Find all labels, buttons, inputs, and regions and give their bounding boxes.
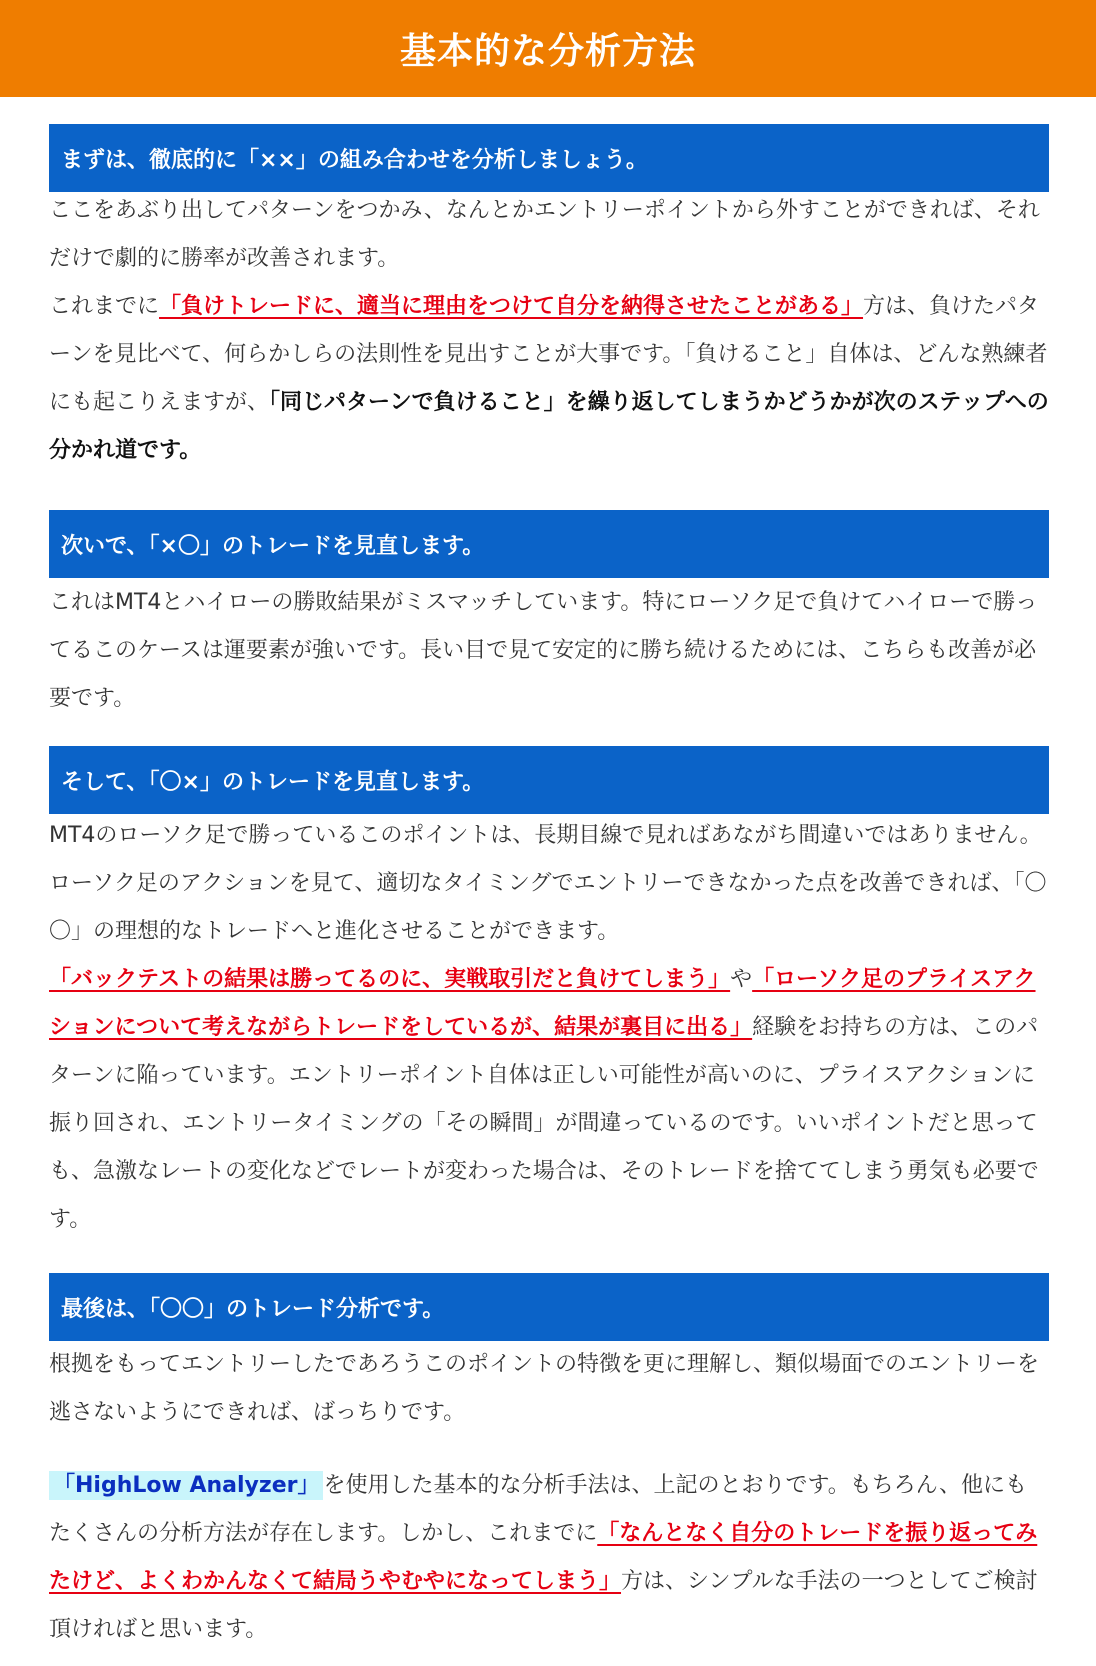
section-heading-review-ox: そして、「〇×」のトレードを見直します。 [49,746,1049,814]
link-price-action-backfires[interactable]: 「ローソク足のプライスアクションについて考えながらトレードをしているが、結果が裏目に出る」 [49,967,1036,1040]
section-3-paragraph-2 [49,956,1049,1244]
section-1-text-mid: 方は、負けたパターンを見比べて、何らかしらの法則性を見出すことが大事です。「負けること」自体は、どんな熟練者にも起こりえますが、 [49,294,1048,415]
link-vague-trade-review[interactable]: 「なんとなく自分のトレードを振り返ってみたけど、よくわかんなくて結局うやむやになってしまう」 [49,1521,1038,1594]
section-3-text-after: 経験をお持ちの方は、このパターンに陥っています。エントリーポイント自体は正しい可能性が高いのに、プライスアクションに振り回され、エントリータイミングの「その瞬間」が間違っているのです。いいポイントだと思っても、急激なレートの変化などでレートが変わった場合は、そのトレードを捨ててしまう勇気も必要です。 [49,1015,1039,1232]
page-banner [0,0,1096,97]
section-1-text-before: これまでに [49,294,160,319]
highlow-analyzer-link[interactable]: 「HighLow Analyzer」 [49,1471,323,1500]
section-heading-analyze-oo: 最後は、「〇〇」のトレード分析です。 [49,1273,1049,1341]
section-4-paragraph-1: 根拠をもってエントリーしたであろうこのポイントの特徴を更に理解し、類似場面でのエントリーを逃さないようにできれば、ばっちりです。 [49,1352,1040,1425]
closing-text-1: を使用した基本的な分析手法は、上記のとおりです。もちろん、他にもたくさんの分析方法が存在します。しかし、これまでに [49,1473,1028,1546]
closing-paragraph [49,1462,1049,1654]
section-3-text-mid: や [730,967,753,992]
link-backtest-wins-live-loses[interactable]: 「バックテストの結果は勝ってるのに、実戦取引だと負けてしまう」 [49,967,731,992]
section-heading-review-xo: 次いで、「×〇」のトレードを見直します。 [49,510,1049,578]
section-1-paragraph-2 [49,283,1049,475]
section-3-paragraph-1: MT4のローソク足で勝っているこのポイントは、長期目線で見ればあながち間違いではありません。ローソク足のアクションを見て、適切なタイミングでエントリーできなかった点を改善できれば、「〇〇」の理想的なトレードへと進化させることができます。 [49,823,1047,944]
link-losing-trade-excuse[interactable]: 「負けトレードに、適当に理由をつけて自分を納得させたことがある」 [159,294,864,319]
section-heading-analyze-xx: まずは、徹底的に「××」の組み合わせを分析しましょう。 [49,124,1049,192]
section-2-paragraph-1: これはMT4とハイローの勝敗結果がミスマッチしています。特にローソク足で負けてハイローで勝ってるこのケースは運要素が強いです。長い目で見て安定的に勝ち続けるためには、こちらも改善が必要です。 [49,590,1038,711]
closing-text-2: 方は、シンプルな手法の一つとしてご検討頂ければと思います。 [49,1569,1038,1642]
page-title: 基本的な分析方法 [399,31,696,72]
section-1-emphasis: 「同じパターンで負けること」を繰り返してしまうかどうかが次のステップへの分かれ道です。 [49,390,1049,463]
section-1-paragraph-1: ここをあぶり出してパターンをつかみ、なんとかエントリーポイントから外すことができれば、それだけで劇的に勝率が改善されます。 [49,198,1040,271]
